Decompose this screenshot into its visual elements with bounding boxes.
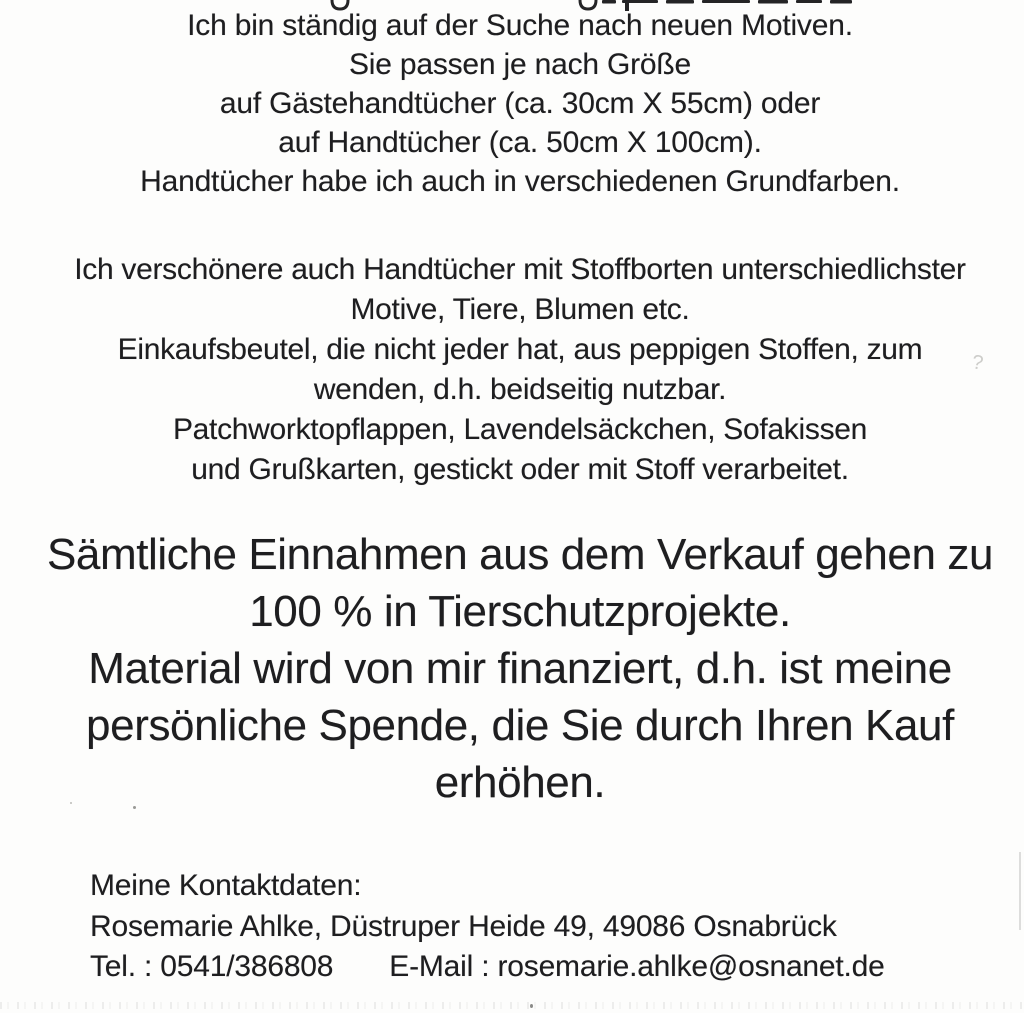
contact-email: E-Mail : rosemarie.ahlke@osnanet.de xyxy=(389,950,885,983)
scan-edge-artifact xyxy=(1019,852,1021,930)
donation-line: Sämtliche Einnahmen aus dem Verkauf gehen zu xyxy=(46,530,994,579)
products-line: und Grußkarten, gestickt oder mit Stoff verarbeitet. xyxy=(191,453,849,486)
contact-phone: Tel. : 0541/386808 xyxy=(90,950,334,983)
products-line: Einkaufsbeutel, die nicht jeder hat, aus peppigen Stoffen, zum xyxy=(117,333,923,366)
contact-address: Rosemarie Ahlke, Düstruper Heide 49, 49086 Osnabrück xyxy=(90,909,837,943)
scan-noise-strip xyxy=(0,1002,1024,1009)
products-line: Motive, Tiere, Blumen etc. xyxy=(350,293,690,326)
contact-tel-email-row xyxy=(90,947,885,988)
scan-speck xyxy=(70,802,72,804)
contact-block xyxy=(90,866,885,988)
intro-line: Ich bin ständig auf der Suche nach neuen Motiven. xyxy=(187,9,853,42)
donation-line: Material wird von mir finanziert, d.h. ist meine xyxy=(88,644,952,693)
donation-line: erhöhen. xyxy=(434,758,606,807)
intro-line: Sie passen je nach Größe xyxy=(348,48,692,81)
products-paragraph xyxy=(0,250,1024,490)
donation-line: persönliche Spende, die Sie durch Ihren Kauf xyxy=(86,701,954,750)
donation-line: 100 % in Tierschutzprojekte. xyxy=(249,587,791,636)
intro-paragraph xyxy=(0,6,1024,201)
products-line: Patchworktopflappen, Lavendelsäckchen, Sofakissen xyxy=(172,413,868,446)
intro-line: auf Handtücher (ca. 50cm X 100cm). xyxy=(278,126,762,159)
products-line: Ich verschönere auch Handtücher mit Stoffborten unterschiedlichster xyxy=(74,253,966,286)
contact-heading: Meine Kontaktdaten: xyxy=(90,869,362,902)
intro-line: auf Gästehandtücher (ca. 30cm X 55cm) oder xyxy=(219,87,821,120)
donation-statement xyxy=(0,526,1024,811)
scan-speck xyxy=(133,806,136,809)
products-line: wenden, d.h. beidseitig nutzbar. xyxy=(313,373,727,406)
scan-smudge-artifact: ? xyxy=(970,351,985,375)
intro-line: Handtücher habe ich auch in verschiedenen Grundfarben. xyxy=(140,165,900,198)
